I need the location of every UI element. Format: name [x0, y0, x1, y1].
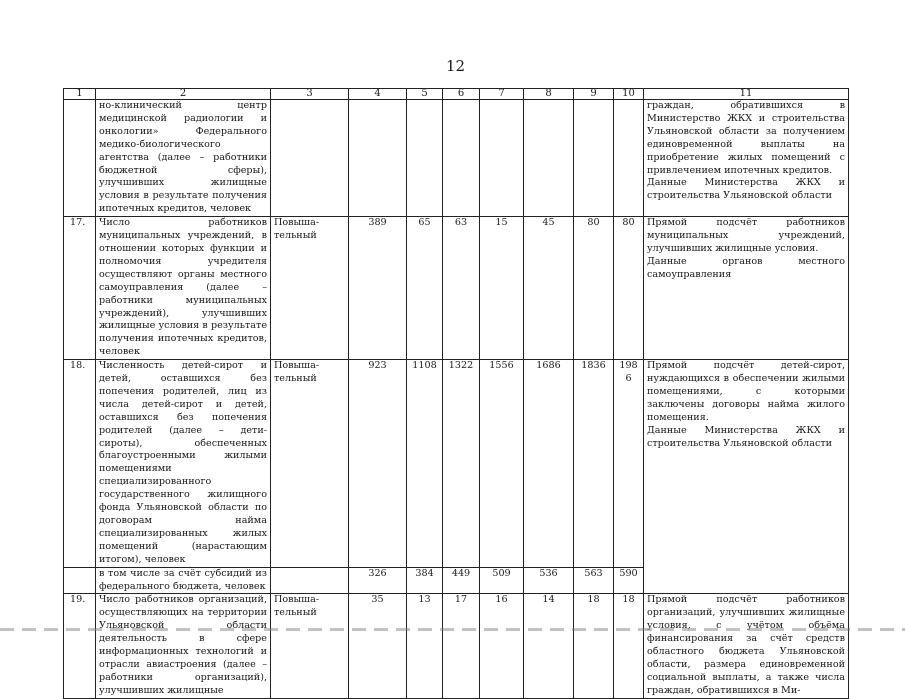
value-cell: 389	[349, 217, 407, 360]
table-row	[64, 217, 849, 360]
value-cell: 590	[614, 567, 644, 594]
row-description: Число работников организаций, осуществляющих на территории Ульяновской области деятельность в сфере информационных технологий и отрасли авиастроения (далее – работники организаций), улучшивших жилищные	[96, 594, 271, 698]
header-cell: 3	[271, 89, 349, 100]
value-cell: 16	[480, 594, 524, 698]
value-cell: 1986	[614, 360, 644, 568]
row-note: Прямой подсчёт работников организаций, улучшивших жилищные условия, с учётом объёма финансирования за счёт средств областного бюджета Ульяновской области, размера единовременной социальной выплаты, а также числа граждан, обратившихся в Ми-	[644, 594, 849, 698]
value-cell: 1108	[407, 360, 443, 568]
value-cell: 14	[524, 594, 574, 698]
header-cell: 10	[614, 89, 644, 100]
row-direction	[271, 567, 349, 594]
indicators-table	[63, 88, 849, 699]
table-row	[64, 594, 849, 698]
value-cell: 384	[407, 567, 443, 594]
value-cell: 17	[443, 594, 480, 698]
row-number: 19.	[64, 594, 96, 698]
row-number: 18.	[64, 360, 96, 568]
value-cell: 15	[480, 217, 524, 360]
row-number: 17.	[64, 217, 96, 360]
value-cell: 326	[349, 567, 407, 594]
value-cell: 449	[443, 567, 480, 594]
header-cell: 5	[407, 89, 443, 100]
header-cell: 2	[96, 89, 271, 100]
value-cell: 18	[574, 594, 614, 698]
page-number: 12	[446, 57, 466, 75]
value-cell: 45	[524, 217, 574, 360]
row-description: но-клинический центр медицинской радиологии и онкологии» Федерального медико-биологического агентства (далее – работники бюджетной сферы), улучшивших жилищные условия в результате получения ипотечных кредитов, человек	[96, 100, 271, 217]
row-note: Прямой подсчёт работников муниципальных учреждений, улучшивших жилищные условия. Данные органов местного самоуправления	[644, 217, 849, 360]
table-row	[64, 100, 849, 217]
row-direction: Повыша-тельный	[271, 360, 349, 568]
row-description: Число работников муниципальных учреждений, в отношении которых функции и полномочия учредителя осуществляют органы местного самоуправления (далее – работники муниципальных учреждений), улучшивших жилищные условия в результате получения ипотечных кредитов, человек	[96, 217, 271, 360]
row-number	[64, 100, 96, 217]
row-direction: Повыша-тельный	[271, 594, 349, 698]
value-cell: 35	[349, 594, 407, 698]
row-direction: Повыша-тельный	[271, 217, 349, 360]
value-cell: 65	[407, 217, 443, 360]
header-cell: 1	[64, 89, 96, 100]
value-cell: 1322	[443, 360, 480, 568]
table-header	[64, 89, 849, 100]
header-cell: 7	[480, 89, 524, 100]
value-cell: 63	[443, 217, 480, 360]
value-cell: 80	[574, 217, 614, 360]
value-cell: 923	[349, 360, 407, 568]
scan-artifact	[0, 628, 905, 631]
row-description: в том числе за счёт субсидий из федерального бюджета, человек	[96, 567, 271, 594]
header-cell: 4	[349, 89, 407, 100]
row-number	[64, 567, 96, 594]
header-cell: 9	[574, 89, 614, 100]
value-cell: 18	[614, 594, 644, 698]
row-note: граждан, обратившихся в Министерство ЖКХ и строительства Ульяновской области за получением единовременной выплаты на приобретение жилых помещений с привлечением ипотечных кредитов. Данные Министерства ЖКХ и строительства Ульяновской области	[644, 100, 849, 217]
value-cell: 563	[574, 567, 614, 594]
table-row	[64, 360, 849, 568]
value-cell: 1686	[524, 360, 574, 568]
value-cell: 1836	[574, 360, 614, 568]
header-cell: 6	[443, 89, 480, 100]
header-cell: 11	[644, 89, 849, 100]
value-cell: 13	[407, 594, 443, 698]
row-note: Прямой подсчёт детей-сирот, нуждающихся в обеспечении жилыми помещениями, с которыми заключены договоры найма жилого помещения. Данные Министерства ЖКХ и строительства Ульяновской области	[644, 360, 849, 594]
header-cell: 8	[524, 89, 574, 100]
value-cell: 1556	[480, 360, 524, 568]
value-cell: 536	[524, 567, 574, 594]
value-cell: 80	[614, 217, 644, 360]
value-cell: 509	[480, 567, 524, 594]
row-description: Численность детей-сирот и детей, оставшихся без попечения родителей, лиц из числа детей-сирот и детей, оставшихся без попечения родителей (далее – дети-сироты), обеспеченных благоустроенными жилыми помещениями специализированного государственного жилищного фонда Ульяновской области по договорам найма специализированных жилых помещений (нарастающим итогом), человек	[96, 360, 271, 568]
